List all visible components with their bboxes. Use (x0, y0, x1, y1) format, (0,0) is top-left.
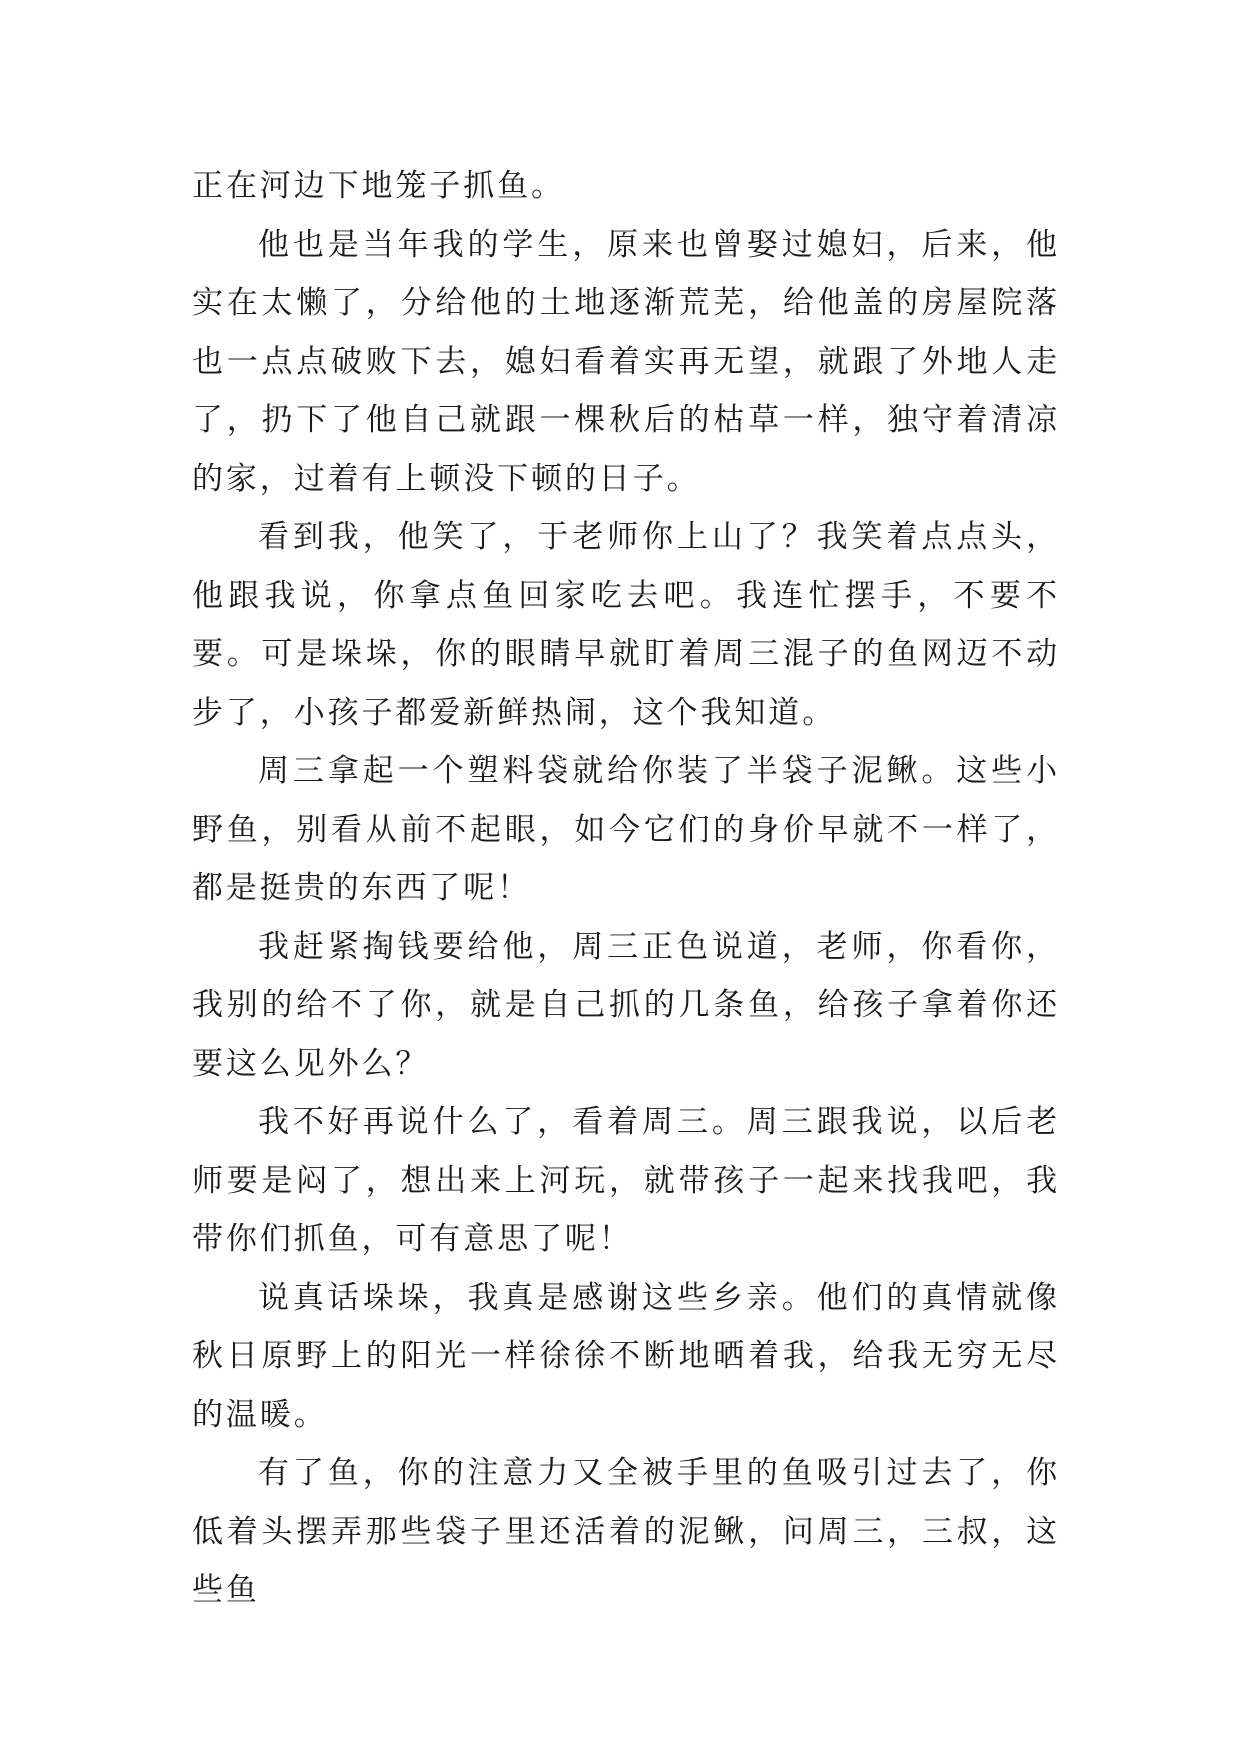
paragraph: 我不好再说什么了，看着周三。周三跟我说，以后老师要是闷了，想出来上河玩，就带孩子一起来找我吧，我带你们抓鱼，可有意思了呢！ (192, 1104, 1060, 1257)
paragraph: 我赶紧掏钱要给他，周三正色说道，老师，你看你，我别的给不了你，就是自己抓的几条鱼，给孩子拿着你还要这么见外么？ (192, 928, 1060, 1082)
paragraph-continuation: 正在河边下地笼子抓鱼。 (192, 168, 565, 204)
paragraph: 有了鱼，你的注意力又全被手里的鱼吸引过去了，你低着头摆弄那些袋子里还活着的泥鳅，问周三，三叔，这些鱼 (192, 1455, 1060, 1608)
paragraph: 他也是当年我的学生，原来也曾娶过媳妇，后来，他实在太懒了，分给他的土地逐渐荒芜，给他盖的房屋院落也一点点破败下去，媳妇看着实再无望，就跟了外地人走了，扔下了他自己就跟一棵秋后的枯草一样，独守着清凉的家，过着有上顿没下顿的日子。 (192, 226, 1060, 497)
paragraph: 说真话垛垛，我真是感谢这些乡亲。他们的真情就像秋日原野上的阳光一样徐徐不断地晒着我，给我无穷无尽的温暖。 (192, 1279, 1060, 1433)
paragraph: 周三拿起一个塑料袋就给你装了半袋子泥鳅。这些小野鱼，别看从前不起眼，如今它们的身价早就不一样了，都是挺贵的东西了呢！ (192, 753, 1060, 906)
body-text (192, 157, 1060, 1620)
paragraph: 看到我，他笑了，于老师你上山了？我笑着点点头，他跟我说，你拿点鱼回家吃去吧。我连忙摆手，不要不要。可是垛垛，你的眼睛早就盯着周三混子的鱼网迈不动步了，小孩子都爱新鲜热闹，这个我知道。 (192, 519, 1060, 731)
